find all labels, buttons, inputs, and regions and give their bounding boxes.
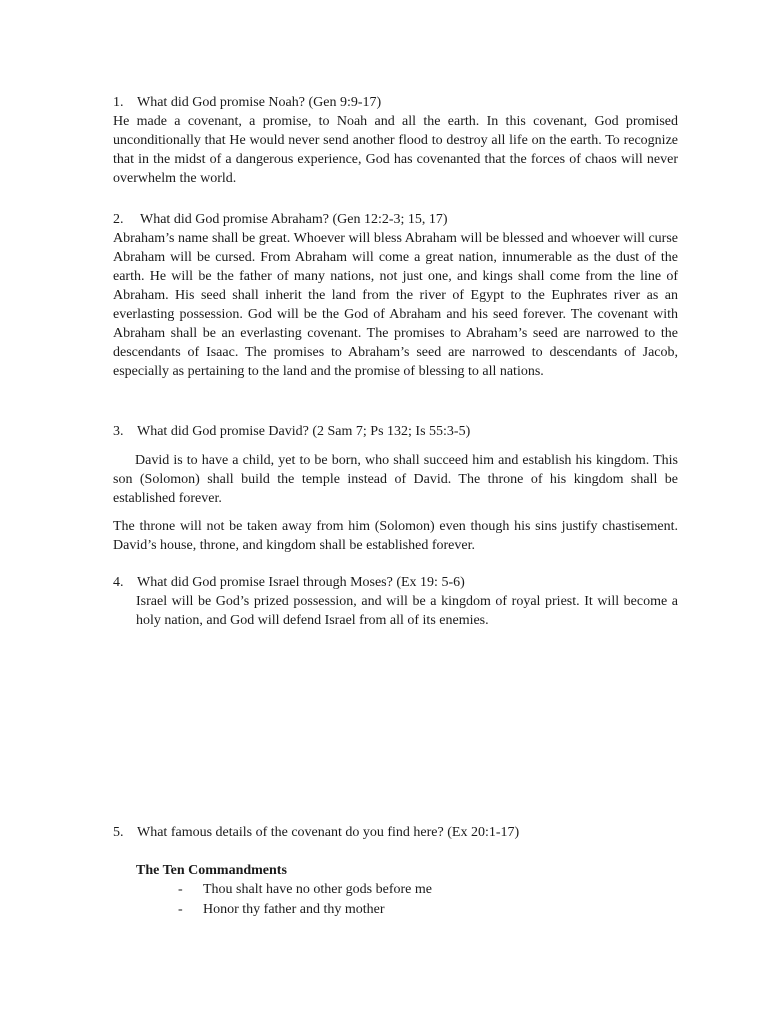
question-text: What did God promise Noah? (Gen 9:9-17)	[137, 95, 382, 110]
question-number: 1.	[113, 95, 124, 110]
list-item	[178, 900, 385, 919]
question-2	[113, 210, 448, 229]
section-heading: The Ten Commandments	[136, 863, 287, 878]
question-5	[113, 823, 519, 842]
answer-4-paragraph: Israel will be God’s prized possession, and will be a kingdom of royal priest. It will become a holy nation, and God will defend Israel from all of its enemies.	[136, 594, 678, 628]
question-4	[113, 573, 465, 592]
bullet-marker: -	[178, 882, 183, 897]
question-3	[113, 422, 470, 441]
bullet-marker: -	[178, 902, 183, 917]
question-number: 5.	[113, 825, 124, 840]
question-text: What did God promise David? (2 Sam 7; Ps 132; Is 55:3-5)	[137, 424, 471, 439]
list-item	[178, 880, 432, 899]
answer-1-paragraph: He made a covenant, a promise, to Noah and all the earth. In this covenant, God promised unconditionally that He would never send another flood to destroy all life on the earth. To recognize that in the midst of a dangerous experience, God has covenanted that the forces of chaos will never overwhelm the world.	[113, 114, 678, 186]
question-text: What famous details of the covenant do you find here? (Ex 20:1-17)	[137, 825, 520, 840]
answer-3-paragraph-2: The throne will not be taken away from him (Solomon) even though his sins justify chastisement. David’s house, throne, and kingdom shall be established forever.	[113, 519, 678, 553]
question-1	[113, 93, 381, 112]
question-number: 3.	[113, 424, 124, 439]
question-text: What did God promise Abraham? (Gen 12:2-3; 15, 17)	[140, 212, 448, 227]
question-number: 2.	[113, 212, 124, 227]
question-number: 4.	[113, 575, 124, 590]
answer-3-paragraph-1: David is to have a child, yet to be born, who shall succeed him and establish his kingdom. This son (Solomon) shall build the temple instead of David. The throne of his kingdom shall be established forever.	[113, 453, 678, 506]
list-item-text: Thou shalt have no other gods before me	[203, 882, 432, 897]
answer-2-paragraph: Abraham’s name shall be great. Whoever will bless Abraham will be blessed and whoever will curse Abraham will be cursed. From Abraham will come a great nation, innumerable as the dust of the earth. He will be the father of many nations, not just one, and kings shall come from the line of Abraham. His seed shall inherit the land from the river of Egypt to the Euphrates river as an everlasting possession. God will be the God of Abraham and his seed forever. The covenant with Abraham shall be an everlasting covenant. The promises to Abraham’s seed are narrowed to the descendants of Isaac. The promises to Abraham’s seed are narrowed to descendants of Jacob, especially as pertaining to the land and the promise of blessing to all nations.	[113, 231, 678, 379]
list-item-text: Honor thy father and thy mother	[203, 902, 385, 917]
question-text: What did God promise Israel through Moses? (Ex 19: 5-6)	[137, 575, 465, 590]
